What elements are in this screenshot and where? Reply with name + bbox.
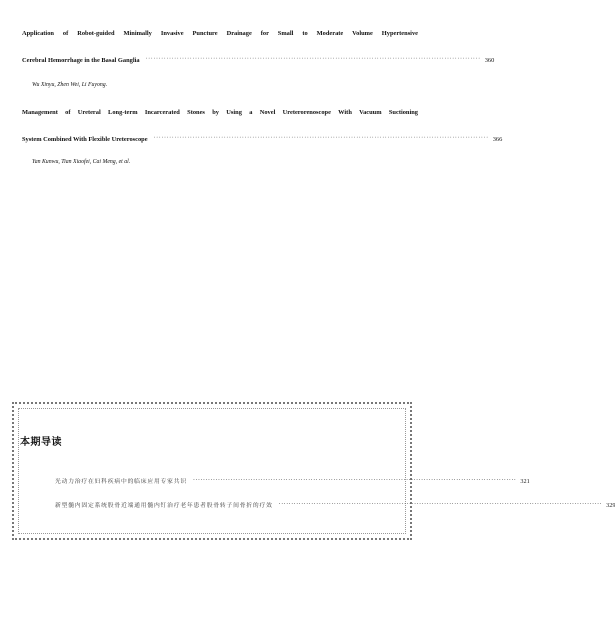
guide-heading: 本期导读 xyxy=(20,437,62,448)
entry-title-row xyxy=(22,55,495,65)
guide-item-text: 新型髓内固定系统股骨近端通用髓内钉治疗老年患者股骨转子间骨折的疗效 xyxy=(55,503,273,509)
guide-item-text: 光动力治疗在妇科疾病中的临床应用专家共识 xyxy=(55,479,187,485)
entry-title-line1: Application of Robot-guided Minimally Invasive Puncture Drainage for Small to Moderate Volume Hypertensive xyxy=(22,30,418,37)
entry-title-line2: Cerebral Hemorrhage in the Basal Ganglia xyxy=(22,57,140,64)
page-number: 321 xyxy=(520,478,530,485)
leader-dots: ································································································································· xyxy=(145,56,481,62)
leader-dots: ································································································································· xyxy=(153,135,489,141)
entry-title-line1: Management of Ureteral Long-term Incarcerated Stones by Using a Novel Ureterorenoscope With Vacuum Suctioning xyxy=(22,109,418,116)
guide-item xyxy=(55,500,615,509)
page-number: 329 xyxy=(606,502,615,509)
page-number: 366 xyxy=(492,136,503,143)
guide-box xyxy=(12,402,412,540)
entry-authors: Yan Kunwu, Tian Xiaofei, Cai Meng, et al. xyxy=(32,159,131,165)
entry-title-line2: System Combined With Flexible Ureteroscope xyxy=(22,136,148,143)
guide-item xyxy=(55,476,530,485)
entry-title-row xyxy=(22,134,503,144)
entry-authors: Wu Xinyu, Zhen Wei, Li Fuyong. xyxy=(32,82,108,88)
guide-box-inner-border xyxy=(18,408,406,534)
leader-dots: ································································································································· xyxy=(192,477,517,484)
page-number: 360 xyxy=(484,57,495,64)
leader-dots: ································································································································· xyxy=(278,501,603,508)
